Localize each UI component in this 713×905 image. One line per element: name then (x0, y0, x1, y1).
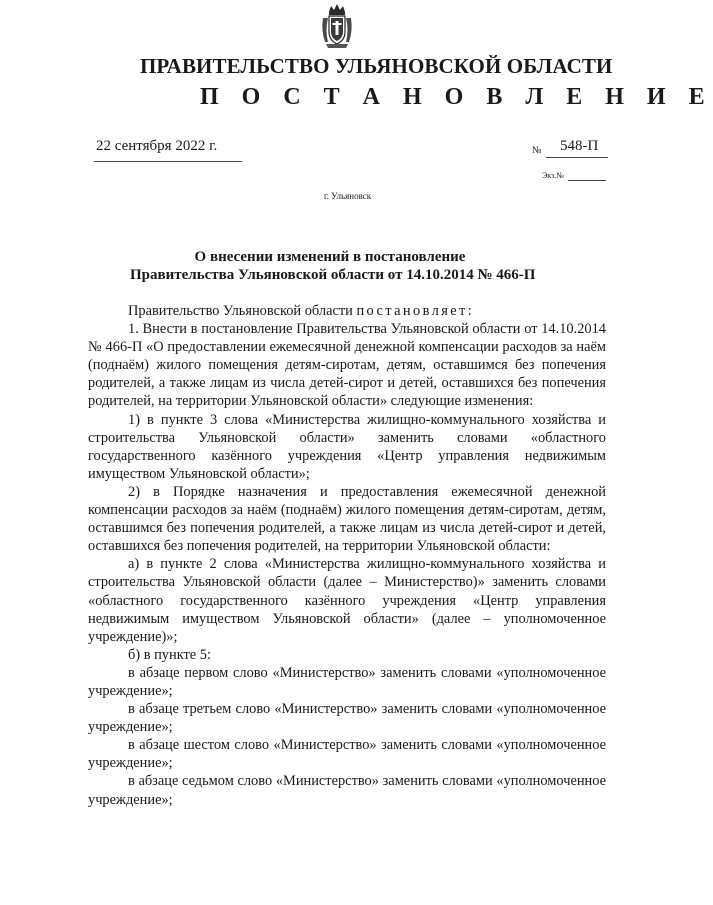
city: г. Ульяновск (324, 191, 372, 201)
body-paragraph: 1. Внести в постановление Правительства Ульяновской области от 14.10.2014 № 466-П «О предоставлении ежемесячной денежной компенсации расходов за наём (поднаём) жилого помещения детям-сиротам, детям, оставшимся без попечения родителей, а также лицам из числа детей-сирот и детей, оставшихся без попечения родителей, на территории Ульяновской области» следующие изменения: (88, 321, 606, 410)
copy-number-underline (568, 180, 606, 181)
body-paragraph: 1) в пункте 3 слова «Министерства жилищно-коммунального хозяйства и строительства Ульяновской области» заменить словами «областного государственного казённого учреждения «Центр управления недвижимым имуществом Ульяновской области»; (88, 411, 606, 482)
intro-verb: постановляет: (356, 303, 475, 319)
copy-number-label: Экз.№ (542, 171, 564, 180)
number-label: № (532, 145, 542, 156)
document-heading (130, 248, 536, 284)
body-paragraph: в абзаце шестом слово «Министерство» заменить словами «уполномоченное учреждение»; (88, 737, 606, 772)
body-paragraph: б) в пункте 5: (128, 646, 211, 663)
intro-text: Правительство Ульяновской области (128, 303, 357, 319)
document-date: 22 сентября 2022 г. (96, 138, 218, 154)
body-paragraph: в абзаце первом слово «Министерство» заменить словами «уполномоченное учреждение»; (88, 664, 606, 699)
heading-line: Правительства Ульяновской области от 14.10.2014 № 466-П (130, 267, 536, 283)
body-paragraph: а) в пункте 2 слова «Министерства жилищно-коммунального хозяйства и строительства Ульяновской области (далее – Министерство)» заменить словами «областного государственного казённого учреждения «Центр управления недвижимым имуществом Ульяновской области» (далее – уполномоченное учреждение)»; (88, 556, 606, 645)
date-underline (94, 161, 242, 162)
document-number: 548-П (560, 138, 599, 154)
coat-of-arms-icon (320, 2, 354, 52)
intro-paragraph (88, 302, 606, 320)
document-body (88, 302, 606, 809)
document-type: П О С Т А Н О В Л Е Н И Е (200, 84, 713, 110)
body-paragraph: в абзаце седьмом слово «Министерство» заменить словами «уполномоченное учреждение»; (88, 773, 606, 808)
number-underline (546, 157, 608, 158)
government-name: ПРАВИТЕЛЬСТВО УЛЬЯНОВСКОЙ ОБЛАСТИ (140, 54, 613, 78)
body-paragraph: 2) в Порядке назначения и предоставления ежемесячной денежной компенсации расходов за наём (поднаём) жилого помещения детям-сиротам, детям, оставшимся без попечения родителей, а также лицам из числа детей-сирот и детей, оставшихся без попечения родителей, на территории Ульяновской области: (88, 483, 606, 555)
heading-line: О внесении изменений в постановление (194, 249, 466, 265)
body-paragraph: в абзаце третьем слово «Министерство» заменить словами «уполномоченное учреждение»; (88, 701, 606, 736)
